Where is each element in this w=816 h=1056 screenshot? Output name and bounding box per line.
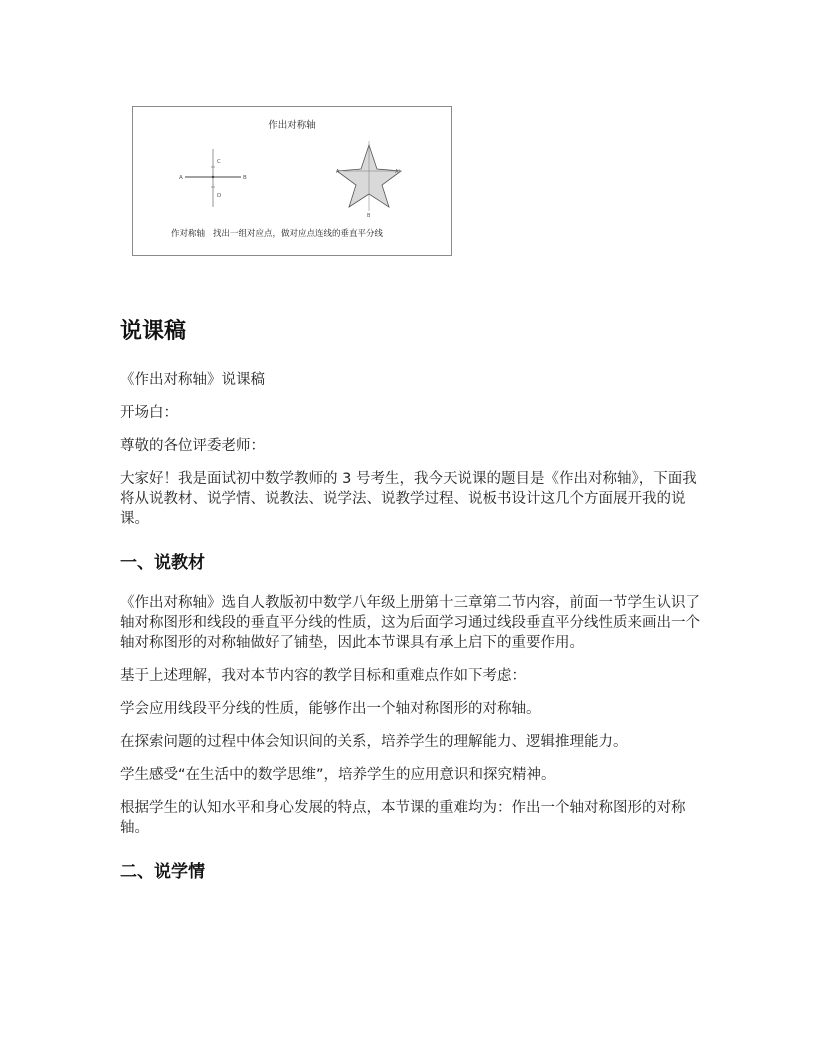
star-label-right: A' [395, 169, 400, 175]
paragraph: 尊敬的各位评委老师： [120, 438, 265, 454]
section-heading: 二、说学情 [120, 862, 205, 882]
figure-title: 作出对称轴 [268, 120, 316, 131]
star-drawing [336, 141, 401, 219]
document-body [120, 316, 700, 902]
section-heading: 一、说教材 [120, 553, 205, 573]
document-title: 说课稿 [120, 319, 187, 344]
label-b: B [243, 175, 247, 181]
label-a: A [179, 175, 183, 181]
caption-text: 找出一组对应点，做对应点连线的垂直平分线 [213, 229, 384, 239]
paragraph: 基于上述理解，我对本节内容的教学目标和重难点作如下考虑： [120, 668, 526, 684]
paragraph: 学生感受“在生活中的数学思维”，培养学生的应用意识和探究精神。 [120, 767, 556, 783]
paragraph: 《作出对称轴》说课稿 [120, 372, 265, 388]
symmetry-axis-figure [132, 106, 452, 256]
label-d: D [217, 193, 222, 199]
paragraph: 《作出对称轴》选自人教版初中数学八年级上册第十三章第二节内容，前面一节学生认识了轴对称图形和线段的垂直平分线的性质，这为后面学习通过线段垂直平分线性质来画出一个轴对称图形的对称轴做好了铺垫，因此本节课具有承上启下的重要作用。 [120, 595, 700, 651]
caption-label: 作对称轴 [171, 229, 206, 239]
perpendicular-bisector-drawing [179, 149, 247, 207]
paragraph: 学会应用线段平分线的性质，能够作出一个轴对称图形的对称轴。 [120, 701, 541, 717]
figure-caption [171, 227, 383, 239]
star-label-bottom: B [367, 213, 371, 219]
paragraph: 在探索问题的过程中体会知识间的关系，培养学生的理解能力、逻辑推理能力。 [120, 734, 628, 750]
label-c: C [217, 159, 221, 165]
paragraph: 开场白： [120, 405, 178, 421]
paragraph: 根据学生的认知水平和身心发展的特点，本节课的重难均为：作出一个轴对称图形的对称轴。 [120, 800, 686, 836]
paragraph: 大家好！我是面试初中数学教师的 3 号考生，我今天说课的题目是《作出对称轴》，下面我将从说教材、说学情、说教法、说学法、说教学过程、说板书设计这几个方面展开我的说课。 [120, 471, 697, 527]
star-label-left: A [336, 169, 340, 175]
